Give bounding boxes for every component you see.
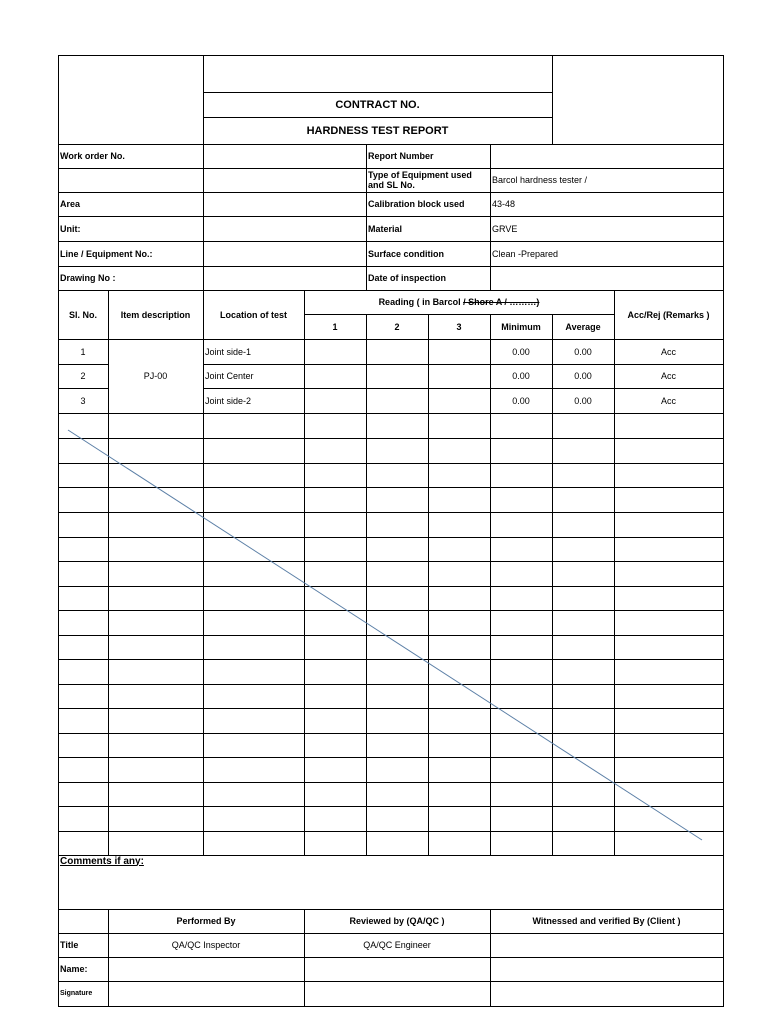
grid-hline xyxy=(58,241,724,242)
grid-hline xyxy=(58,216,724,217)
grid-hline xyxy=(58,1006,724,1007)
comments-label: Comments if any: xyxy=(60,855,144,867)
grid-hline xyxy=(58,610,724,611)
grid-hline xyxy=(58,635,724,636)
grid-vline xyxy=(614,339,615,856)
grid-hline xyxy=(58,168,724,169)
grid-hline xyxy=(58,55,724,56)
grid-hline xyxy=(58,561,724,562)
item-description-value: PJ-00 xyxy=(143,371,168,381)
grid-vline xyxy=(108,339,109,856)
grid-vline xyxy=(552,55,553,145)
info-label-right: Surface condition xyxy=(368,248,445,259)
grid-hline xyxy=(203,364,724,365)
grid-hline xyxy=(58,957,724,958)
grid-hline xyxy=(58,388,109,389)
grid-vline xyxy=(304,339,305,856)
grid-hline xyxy=(58,909,724,910)
grid-vline xyxy=(490,144,491,291)
signoff-title-label: Title xyxy=(60,940,79,950)
grid-hline xyxy=(58,981,724,982)
row-remarks: Acc xyxy=(660,395,676,406)
grid-hline xyxy=(58,487,724,488)
contract-number-label: CONTRACT NO. xyxy=(335,98,420,111)
grid-vline xyxy=(203,144,204,291)
info-value-right: GRVE xyxy=(492,223,518,234)
grid-hline xyxy=(58,757,724,758)
grid-hline xyxy=(58,831,724,832)
grid-hline xyxy=(58,339,724,340)
grid-hline xyxy=(203,92,553,93)
column-header-acc-rej: Acc/Rej (Remarks ) xyxy=(627,309,710,320)
grid-vline xyxy=(58,55,59,1007)
grid-hline xyxy=(58,733,724,734)
grid-hline xyxy=(58,806,724,807)
column-header-average: Average xyxy=(565,321,601,332)
grid-hline xyxy=(58,463,724,464)
signoff-signature-label: Signature xyxy=(60,989,93,997)
grid-vline xyxy=(428,339,429,856)
report-title: HARDNESS TEST REPORT xyxy=(306,124,449,137)
row-location: Joint side-2 xyxy=(205,395,252,406)
grid-hline xyxy=(58,586,724,587)
grid-hline xyxy=(58,933,724,934)
info-label-right: Report Number xyxy=(368,151,434,161)
row-average: 0.00 xyxy=(574,346,592,357)
reading-unit-struck: / Shore A / ………) xyxy=(463,297,540,307)
info-label-left: Unit: xyxy=(60,223,81,234)
grid-hline xyxy=(58,290,724,291)
grid-hline xyxy=(203,117,553,118)
row-location: Joint side-1 xyxy=(205,346,252,357)
column-header-col2: 2 xyxy=(394,321,400,332)
row-remarks: Acc xyxy=(660,346,676,357)
hardness-test-report-form xyxy=(58,55,723,1007)
grid-hline xyxy=(58,659,724,660)
row-average: 0.00 xyxy=(574,371,592,381)
grid-hline xyxy=(58,438,724,439)
grid-hline xyxy=(58,192,724,193)
grid-hline xyxy=(58,512,724,513)
column-header-col1: 1 xyxy=(332,321,338,332)
info-value-right: Barcol hardness tester / xyxy=(492,175,588,185)
info-label-left: Line / Equipment No.: xyxy=(60,248,153,259)
reading-unit-label: Reading ( in Barcol xyxy=(378,297,464,307)
info-value-right: 43-48 xyxy=(492,199,516,209)
grid-hline xyxy=(58,708,724,709)
reviewed-by-header: Reviewed by (QA/QC ) xyxy=(349,916,445,926)
grid-hline xyxy=(58,266,724,267)
grid-vline xyxy=(366,144,367,291)
column-header-col3: 3 xyxy=(456,321,462,332)
column-header-minimum: Minimum xyxy=(501,321,541,332)
witnessed-by-header: Witnessed and verified By (Client ) xyxy=(532,916,681,926)
info-label-right: Type of Equipment used and SL No. xyxy=(368,170,472,190)
info-label-right: Material xyxy=(368,223,403,234)
column-header-item-description: Item description xyxy=(120,309,191,320)
info-label-left: Drawing No : xyxy=(60,273,116,283)
row-remarks: Acc xyxy=(660,371,676,381)
info-label-right: Date of inspection xyxy=(368,273,447,283)
column-header-reading xyxy=(304,297,614,307)
row-sl-no: 1 xyxy=(80,346,86,357)
grid-hline xyxy=(203,388,724,389)
info-value-right: Clean -Prepared xyxy=(492,248,559,259)
column-header-sl-no: Sl. No. xyxy=(68,309,97,320)
grid-vline xyxy=(366,339,367,856)
grid-vline xyxy=(203,339,204,856)
grid-hline xyxy=(58,537,724,538)
row-minimum: 0.00 xyxy=(512,395,530,406)
row-average: 0.00 xyxy=(574,395,592,406)
column-header-location: Location of test xyxy=(220,309,287,320)
reviewer-title: QA/QC Engineer xyxy=(363,940,431,950)
info-label-right: Calibration block used xyxy=(368,199,465,209)
performed-by-header: Performed By xyxy=(176,916,236,926)
row-location: Joint Center xyxy=(205,371,254,381)
row-minimum: 0.00 xyxy=(512,346,530,357)
info-label-left: Area xyxy=(60,199,81,209)
grid-hline xyxy=(304,314,615,315)
performer-title: QA/QC Inspector xyxy=(171,940,241,950)
info-label-left: Work order No. xyxy=(60,151,125,161)
grid-hline xyxy=(58,782,724,783)
grid-hline xyxy=(58,144,724,145)
signoff-name-label: Name: xyxy=(60,964,88,974)
row-sl-no: 3 xyxy=(80,395,86,406)
grid-vline xyxy=(552,339,553,856)
grid-hline xyxy=(58,684,724,685)
row-minimum: 0.00 xyxy=(512,371,530,381)
grid-hline xyxy=(58,364,109,365)
grid-vline xyxy=(723,55,724,1007)
grid-hline xyxy=(58,413,724,414)
grid-vline xyxy=(490,339,491,856)
row-sl-no: 2 xyxy=(80,371,86,381)
